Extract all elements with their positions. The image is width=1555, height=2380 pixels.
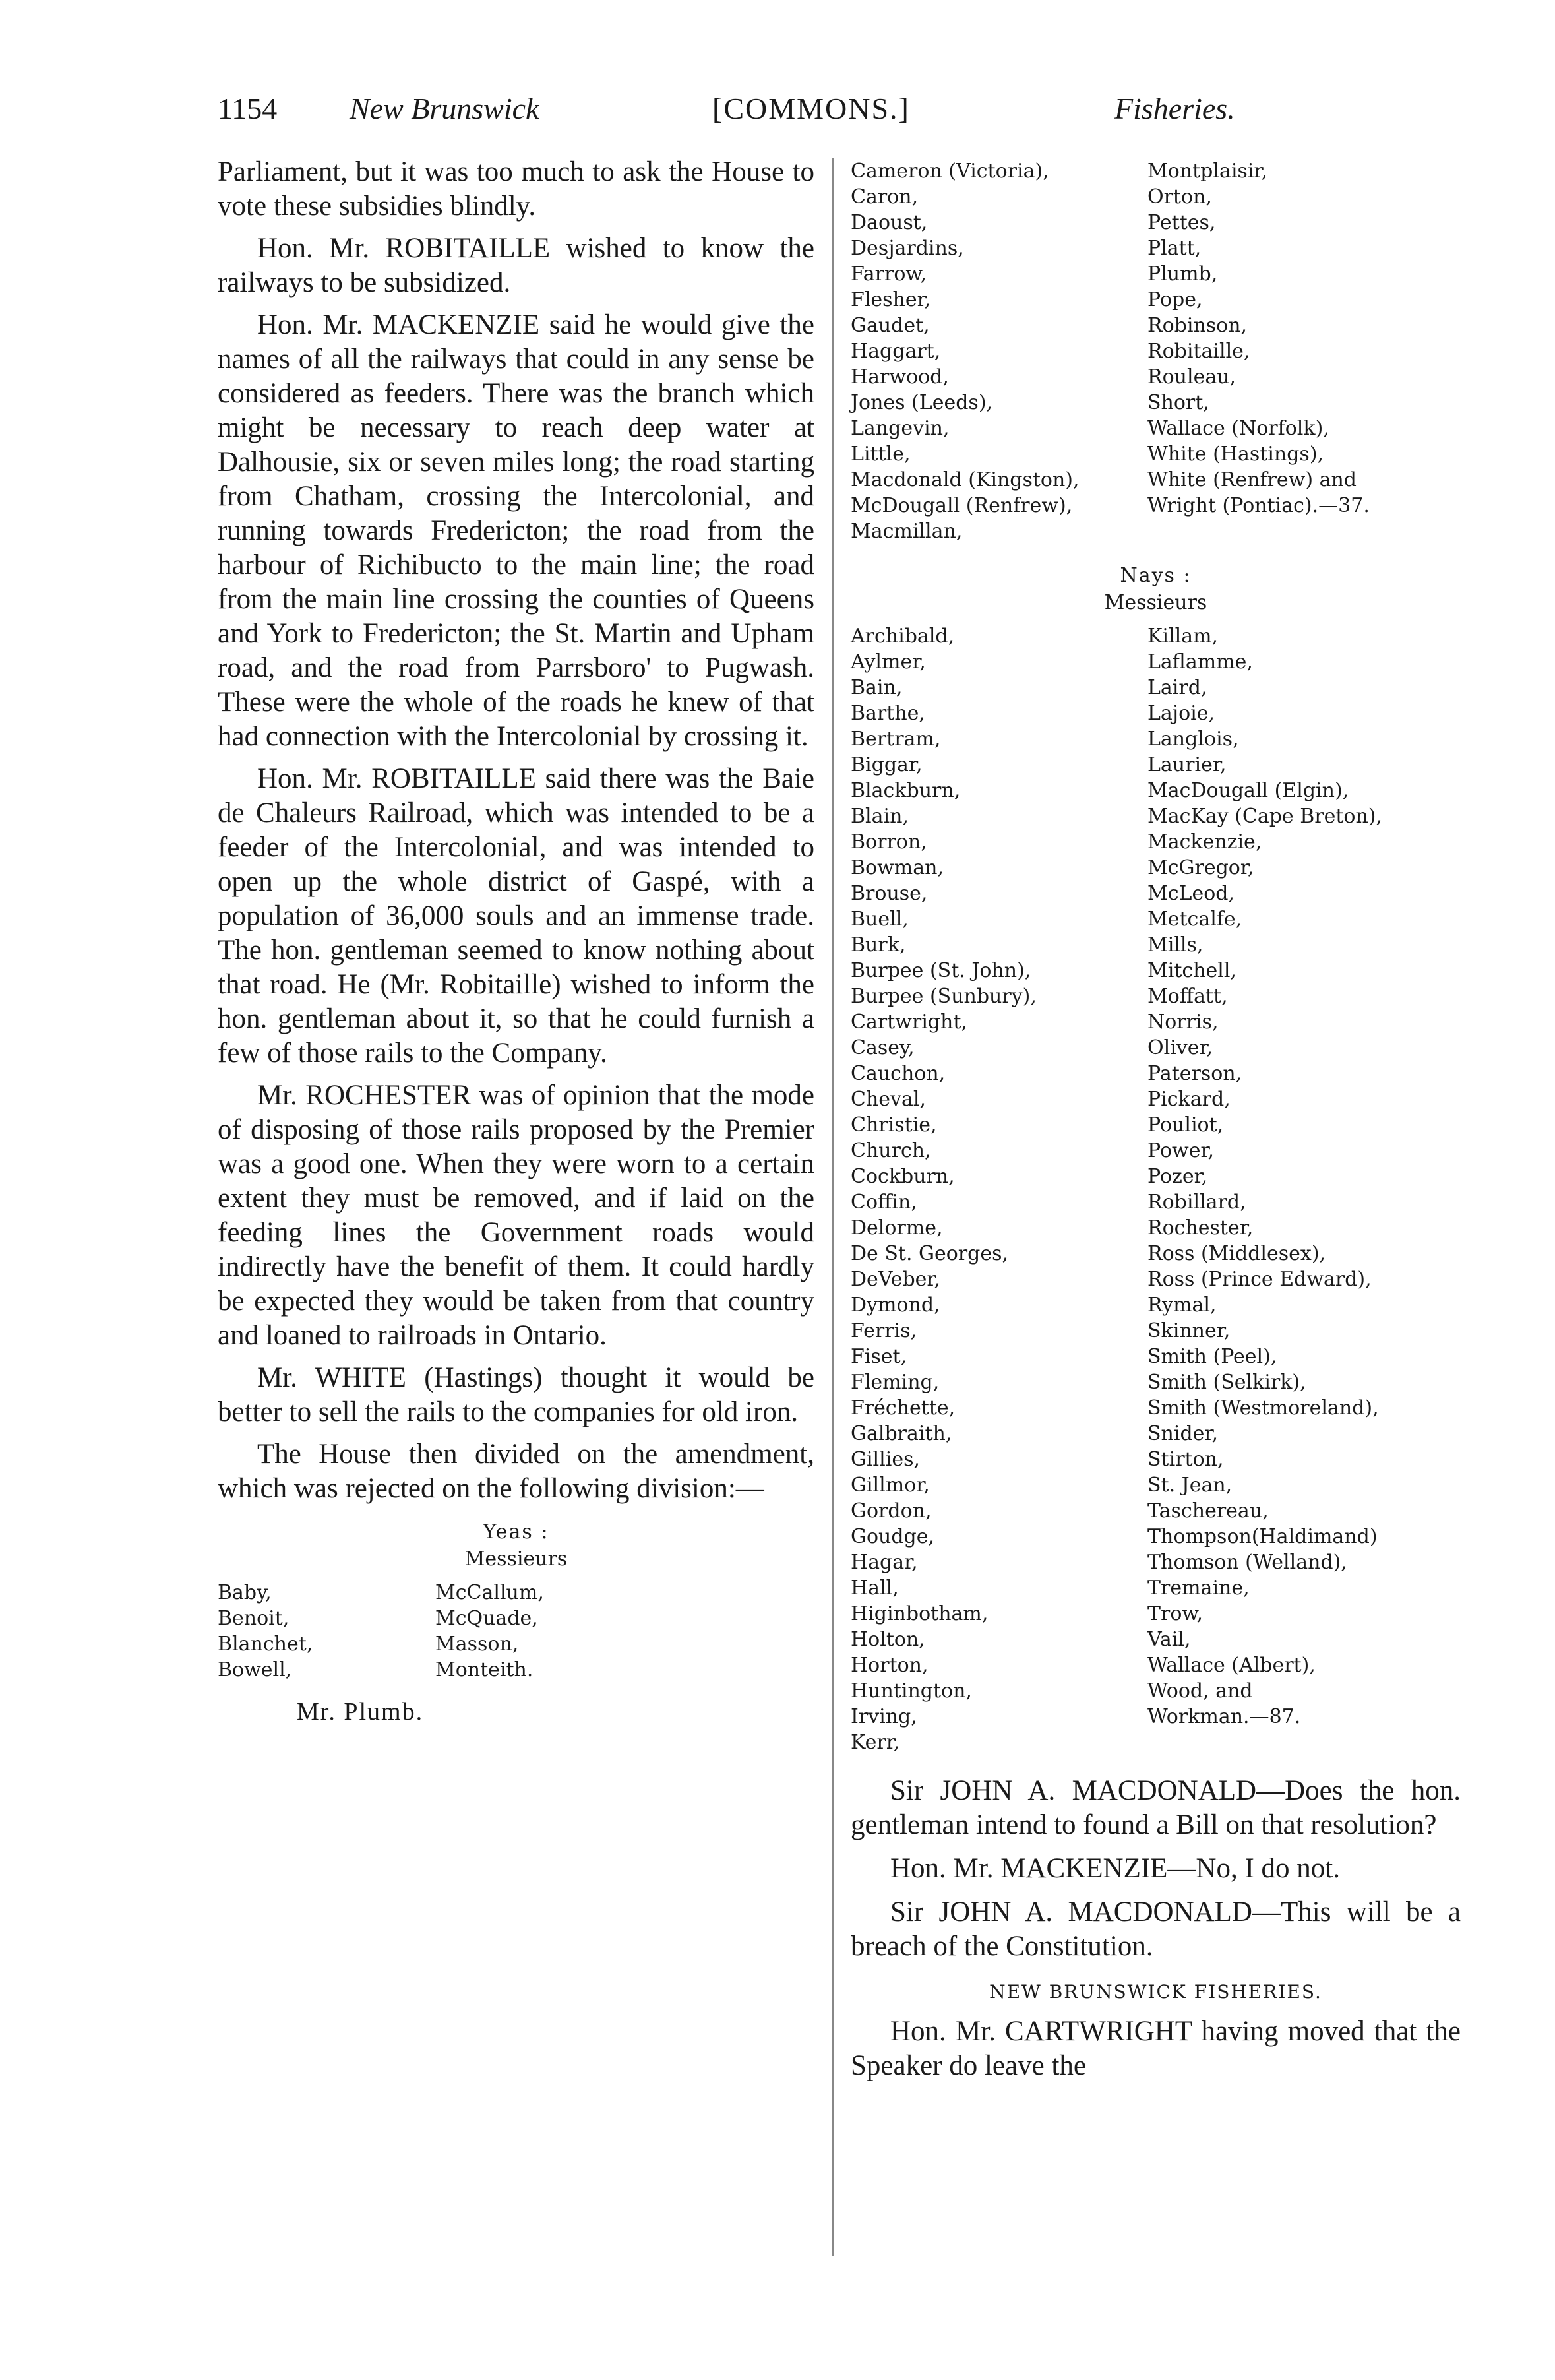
- name-column: [1147, 623, 1382, 1755]
- member-name: Farrow,: [851, 263, 927, 286]
- member-name: MacDougall (Elgin),: [1147, 779, 1349, 802]
- member-name: Power,: [1147, 1139, 1215, 1162]
- member-name: Skinner,: [1147, 1319, 1231, 1342]
- member-name: Kerr,: [851, 1731, 900, 1754]
- member-name: Wallace (Norfolk),: [1147, 417, 1329, 440]
- member-name: Jones (Leeds),: [851, 391, 993, 414]
- member-name: Moffatt,: [1147, 985, 1228, 1008]
- member-name: Gillmor,: [851, 1474, 930, 1497]
- paragraph: Hon. Mr. CARTWRIGHT having moved that the Speaker do leave the: [851, 2016, 1461, 2081]
- paragraph: Sir JOHN A. MACDONALD—Does the hon. gentleman intend to found a Bill on that resolution?: [851, 1775, 1461, 1840]
- member-name: Benoit,: [218, 1607, 290, 1630]
- member-name: Holton,: [851, 1628, 925, 1651]
- member-name: Baby,: [218, 1581, 272, 1604]
- member-name: Monteith.: [435, 1658, 534, 1681]
- member-name: Stirton,: [1147, 1448, 1224, 1471]
- member-name: Fleming,: [851, 1371, 940, 1394]
- running-title-center: [COMMONS.]: [712, 92, 910, 125]
- member-name: Ross (Prince Edward),: [1147, 1268, 1372, 1291]
- yeas-heading: Yeas :: [483, 1520, 549, 1544]
- member-name: Robinson,: [1147, 314, 1248, 337]
- member-name: Bowman,: [851, 856, 944, 879]
- member-name: Irving,: [851, 1705, 917, 1728]
- member-name: Workman.—87.: [1147, 1705, 1301, 1728]
- member-name: Blain,: [851, 805, 909, 828]
- member-name: McLeod,: [1147, 882, 1235, 905]
- footer-name: Mr. Plumb.: [297, 1698, 424, 1726]
- left-column: [218, 155, 814, 1729]
- member-name: Gaudet,: [851, 314, 930, 337]
- member-name: Smith (Westmoreland),: [1147, 1396, 1379, 1420]
- member-name: Trow,: [1147, 1602, 1204, 1625]
- member-name: White (Hastings),: [1147, 443, 1324, 466]
- member-name: Rymal,: [1147, 1294, 1217, 1317]
- running-title-right: Fisheries.: [1114, 92, 1235, 125]
- member-name: McDougall (Renfrew),: [851, 494, 1073, 517]
- member-name: Coffin,: [851, 1191, 917, 1214]
- member-name: Bertram,: [851, 728, 941, 751]
- paragraph: Hon. Mr. MACKENZIE said he would give the names of all the railways that could in any sense be considered as feeders. There was the branch which might be necessary to reach deep water at Dalhousie, six or seven miles long; the road starting from Chatham, crossing the Intercolonial, and running towards Fredericton; the road from the harbour of Richibucto to the main line; the road from the main line crossing the counties of Queens and York to Fredericton; the St. Martin and Upham road, and the road from Parrsboro' to Pugwash. These were the whole of the roads he knew of that had connection with the Intercolonial by crossing it.: [218, 309, 814, 752]
- member-name: Taschereau,: [1147, 1499, 1269, 1522]
- member-name: Little,: [851, 443, 911, 466]
- member-name: Smith (Peel),: [1147, 1345, 1277, 1368]
- member-name: Biggar,: [851, 753, 923, 776]
- member-name: Church,: [851, 1139, 931, 1162]
- member-name: Robillard,: [1147, 1191, 1246, 1214]
- member-name: Pope,: [1147, 288, 1203, 311]
- member-name: Killam,: [1147, 625, 1219, 648]
- member-name: Gillies,: [851, 1448, 921, 1471]
- member-name: Haggart,: [851, 340, 941, 363]
- yeas-names-left: [218, 1580, 814, 1683]
- member-name: Christie,: [851, 1113, 937, 1137]
- member-name: McGregor,: [1147, 856, 1254, 879]
- member-name: Daoust,: [851, 211, 928, 234]
- member-name: Mackenzie,: [1147, 830, 1262, 854]
- name-column: [218, 1580, 435, 1683]
- member-name: Horton,: [851, 1654, 929, 1677]
- member-name: Hall,: [851, 1577, 899, 1600]
- paragraph: The House then divided on the amendment, which was rejected on the following division:—: [218, 1439, 814, 1504]
- member-name: White (Renfrew) and: [1147, 468, 1357, 491]
- member-name: [1147, 1730, 1382, 1755]
- member-name: Snider,: [1147, 1422, 1219, 1445]
- member-name: Fiset,: [851, 1345, 907, 1368]
- member-name: Caron,: [851, 185, 919, 208]
- member-name: Lajoie,: [1147, 702, 1215, 725]
- member-name: Laflamme,: [1147, 650, 1253, 673]
- member-name: Rouleau,: [1147, 365, 1236, 389]
- member-name: Wallace (Albert),: [1147, 1654, 1316, 1677]
- name-column: [435, 1580, 544, 1683]
- member-name: [1147, 518, 1370, 544]
- member-name: Burpee (St. John),: [851, 959, 1031, 982]
- spacer: [851, 1755, 1461, 1774]
- member-name: Mills,: [1147, 933, 1204, 956]
- nays-subheading: Messieurs: [1104, 591, 1207, 614]
- column-divider: [832, 158, 834, 2256]
- name-column: [851, 623, 1147, 1755]
- member-name: Burpee (Sunbury),: [851, 985, 1037, 1008]
- section-title: NEW BRUNSWICK FISHERIES.: [989, 1981, 1322, 2003]
- member-name: Laird,: [1147, 676, 1207, 699]
- member-name: Blanchet,: [218, 1633, 313, 1656]
- running-title-left: New Brunswick: [350, 92, 539, 125]
- member-name: Blackburn,: [851, 779, 961, 802]
- member-name: Borron,: [851, 830, 927, 854]
- member-name: Smith (Selkirk),: [1147, 1371, 1306, 1394]
- member-name: Platt,: [1147, 237, 1202, 260]
- name-column: [851, 158, 1147, 544]
- member-name: McCallum,: [435, 1581, 544, 1604]
- yeas-names-right: [851, 158, 1461, 544]
- member-name: Norris,: [1147, 1011, 1219, 1034]
- member-name: Ross (Middlesex),: [1147, 1242, 1326, 1265]
- member-name: Wood, and: [1147, 1679, 1253, 1703]
- member-name: McQuade,: [435, 1607, 538, 1630]
- member-name: Masson,: [435, 1633, 519, 1656]
- member-name: Cameron (Victoria),: [851, 160, 1049, 183]
- member-name: Desjardins,: [851, 237, 964, 260]
- member-name: Wright (Pontiac).—37.: [1147, 494, 1370, 517]
- member-name: Flesher,: [851, 288, 931, 311]
- yeas-block: [218, 1519, 814, 1729]
- member-name: Macdonald (Kingston),: [851, 468, 1080, 491]
- member-name: Vail,: [1147, 1628, 1191, 1651]
- member-name: Harwood,: [851, 365, 949, 389]
- member-name: Pickard,: [1147, 1088, 1231, 1111]
- name-column: [1147, 158, 1370, 544]
- member-name: Thompson(Haldimand): [1147, 1525, 1378, 1548]
- member-name: Buell,: [851, 908, 909, 931]
- member-name: Fréchette,: [851, 1396, 956, 1420]
- member-name: Goudge,: [851, 1525, 935, 1548]
- member-name: Tremaine,: [1147, 1577, 1250, 1600]
- paragraph: Mr. ROCHESTER was of opinion that the mode of disposing of those rails proposed by the Premier was a good one. When they were worn to a certain extent they must be removed, and if laid on the feeding lines the Government roads would indirectly have the benefit of them. It could hardly be expected they would be taken from that country and loaned to railroads in Ontario.: [218, 1080, 814, 1351]
- member-name: Paterson,: [1147, 1062, 1242, 1085]
- member-name: Cockburn,: [851, 1165, 955, 1188]
- paragraph: Mr. WHITE (Hastings) thought it would be better to sell the rails to the companies for old iron.: [218, 1362, 814, 1427]
- member-name: Bowell,: [218, 1658, 292, 1681]
- page-header: [218, 91, 1273, 144]
- member-name: MacKay (Cape Breton),: [1147, 805, 1383, 828]
- spacer: [851, 544, 1461, 563]
- paragraph: Hon. Mr. ROBITAILLE said there was the Baie de Chaleurs Railroad, which was intended to be a feeder of the Intercolonial, and was intended to open up the whole district of Gaspé, with a population of 36,000 souls and an immense trade. The hon. gentleman seemed to know nothing about that road. He (Mr. Robitaille) wished to inform the hon. gentleman about it, so that he could furnish a few of those rails to the Company.: [218, 763, 814, 1069]
- member-name: Barthe,: [851, 702, 925, 725]
- paragraph: Hon. Mr. MACKENZIE—No, I do not.: [890, 1853, 1340, 1884]
- member-name: DeVeber,: [851, 1268, 941, 1291]
- member-name: Pozer,: [1147, 1165, 1208, 1188]
- member-name: Higinbotham,: [851, 1602, 989, 1625]
- member-name: Casey,: [851, 1036, 915, 1059]
- member-name: Aylmer,: [851, 650, 926, 673]
- member-name: Bain,: [851, 676, 903, 699]
- member-name: Orton,: [1147, 185, 1212, 208]
- right-column: [851, 158, 1461, 2092]
- member-name: Gordon,: [851, 1499, 932, 1522]
- member-name: Pettes,: [1147, 211, 1216, 234]
- member-name: Galbraith,: [851, 1422, 952, 1445]
- member-name: Macmillan,: [851, 520, 963, 543]
- paragraph: Sir JOHN A. MACDONALD—This will be a breach of the Constitution.: [851, 1896, 1461, 1962]
- member-name: Langevin,: [851, 417, 950, 440]
- member-name: Burk,: [851, 933, 906, 956]
- member-name: Brouse,: [851, 882, 928, 905]
- member-name: De St. Georges,: [851, 1242, 1009, 1265]
- member-name: Archibald,: [851, 625, 955, 648]
- paragraph: Hon. Mr. ROBITAILLE wished to know the railways to be subsidized.: [218, 233, 814, 298]
- page-number: 1154: [218, 92, 278, 125]
- nays-heading: Nays :: [1120, 564, 1192, 587]
- member-name: Montplaisir,: [1147, 160, 1268, 183]
- member-name: Huntington,: [851, 1679, 972, 1703]
- yeas-subheading: Messieurs: [464, 1548, 568, 1571]
- member-name: Cauchon,: [851, 1062, 946, 1085]
- member-name: Rochester,: [1147, 1216, 1254, 1239]
- member-name: Cartwright,: [851, 1011, 967, 1034]
- member-name: St. Jean,: [1147, 1474, 1233, 1497]
- member-name: Mitchell,: [1147, 959, 1236, 982]
- member-name: Short,: [1147, 391, 1209, 414]
- member-name: Pouliot,: [1147, 1113, 1224, 1137]
- member-name: Delorme,: [851, 1216, 943, 1239]
- member-name: Dymond,: [851, 1294, 940, 1317]
- paragraph: Parliament, but it was too much to ask the House to vote these subsidies blindly.: [218, 156, 814, 222]
- nays-names: [851, 623, 1461, 1755]
- member-name: Oliver,: [1147, 1036, 1213, 1059]
- member-name: Robitaille,: [1147, 340, 1250, 363]
- member-name: Langlois,: [1147, 728, 1239, 751]
- member-name: Laurier,: [1147, 753, 1227, 776]
- member-name: Plumb,: [1147, 263, 1218, 286]
- member-name: Cheval,: [851, 1088, 926, 1111]
- member-name: Thomson (Welland),: [1147, 1551, 1347, 1574]
- member-name: Metcalfe,: [1147, 908, 1242, 931]
- member-name: Ferris,: [851, 1319, 917, 1342]
- member-name: Hagar,: [851, 1551, 918, 1574]
